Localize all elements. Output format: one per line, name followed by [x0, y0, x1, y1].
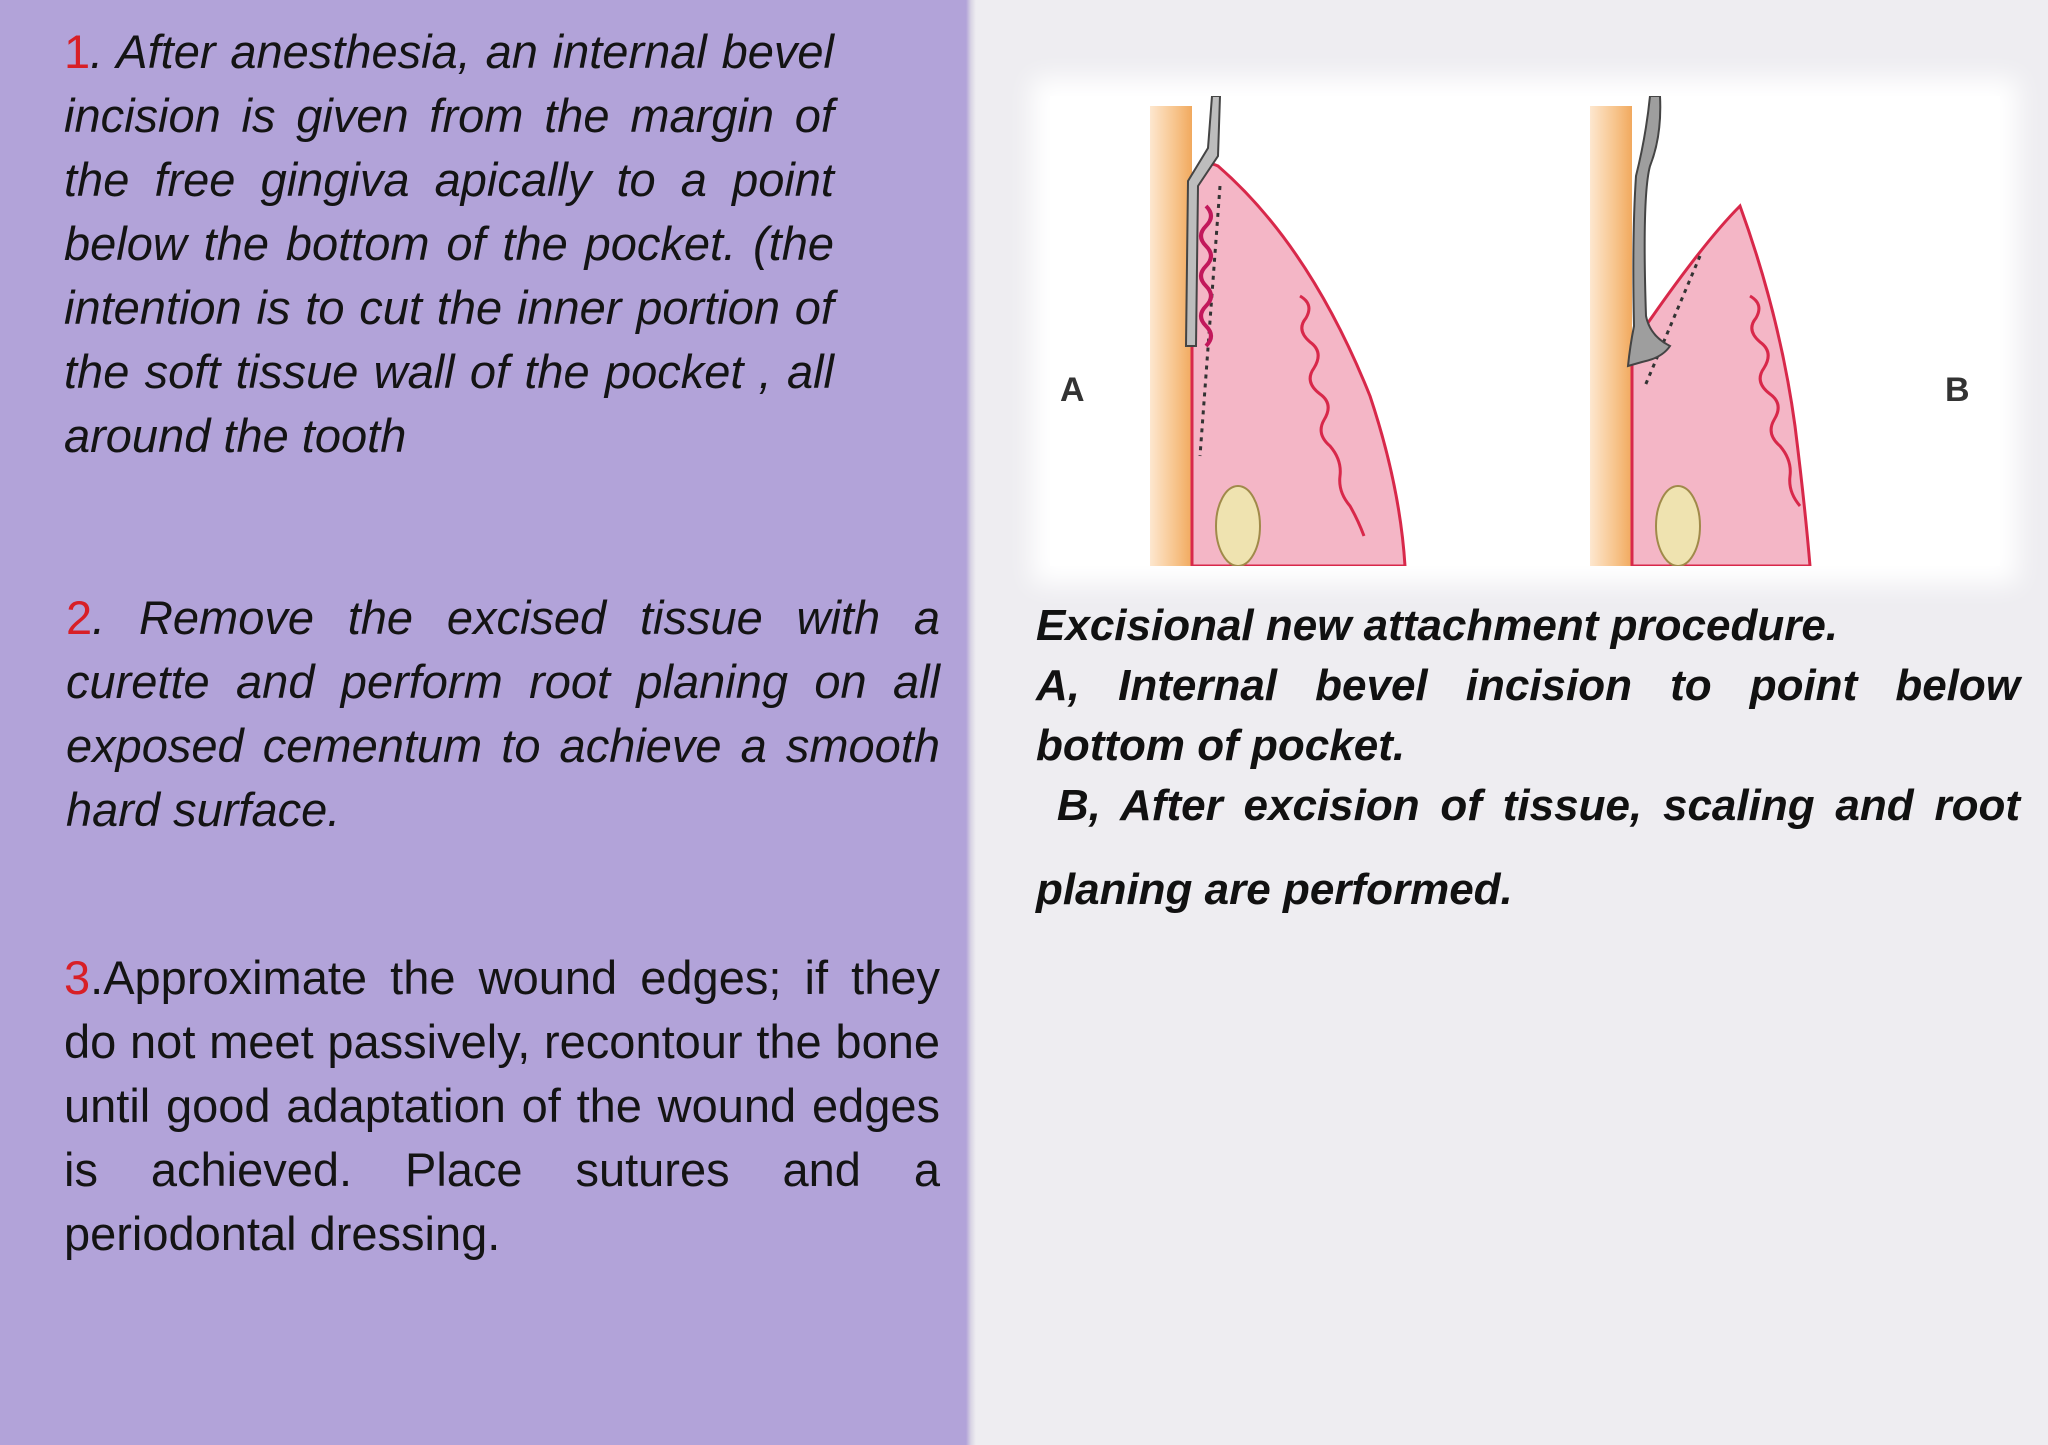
caption-a-line2: bottom of pocket.	[1036, 721, 1406, 770]
step-1-number: 1	[64, 25, 91, 78]
figure-label-a: A	[1060, 371, 1085, 409]
alveolar-bone-a	[1216, 486, 1260, 566]
panel-b-drawing	[1590, 96, 1970, 566]
step-2-text: . Remove the excised tissue with a curette and perform root planing on all exposed cementum to achieve a smooth hard surface.	[66, 591, 940, 836]
step-2-number: 2	[66, 591, 93, 644]
caption-a-line1: A, Internal bevel incision to point below	[1036, 661, 2020, 710]
figure-label-b: B	[1945, 371, 1970, 409]
step-3	[64, 946, 940, 1266]
caption-b-line1: B, After excision of tissue, scaling and root	[1036, 781, 2020, 830]
caption-b-line2: planing are performed.	[1036, 865, 1513, 914]
step-3-text: .Approximate the wound edges; if they do not meet passively, recontour the bone until good adaptation of the wound edges is achieved. Place sutures and a periodontal dressing.	[64, 951, 940, 1260]
figure-caption	[1036, 596, 2020, 920]
alveolar-bone-b	[1656, 486, 1700, 566]
step-1	[64, 20, 834, 468]
panel-divider	[966, 0, 976, 1445]
tooth-root-b	[1590, 106, 1632, 566]
panel-a-drawing	[1060, 96, 1405, 566]
step-1-text: . After anesthesia, an internal bevel incision is given from the margin of the free gingiva apically to a point below the bottom of the pocket. (the intention is to cut the inner portion of the soft tissue wall of the pocket , all around the tooth	[64, 25, 834, 462]
step-2	[66, 586, 940, 842]
step-3-number: 3	[64, 951, 91, 1004]
caption-title: Excisional new attachment procedure.	[1036, 601, 1839, 650]
procedure-illustration	[1050, 96, 2000, 566]
